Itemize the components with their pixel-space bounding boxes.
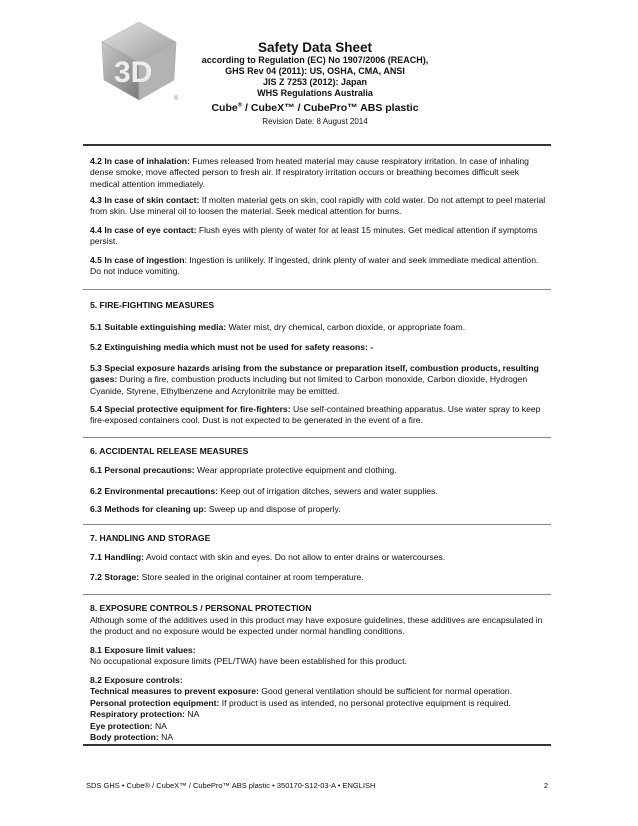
page-number: 2 xyxy=(543,781,548,790)
section-5-heading: 5. FIRE-FIGHTING MEASURES xyxy=(90,300,215,310)
regulation-line-3: JIS Z 7253 (2012): Japan xyxy=(262,77,368,87)
section-divider xyxy=(83,744,551,746)
section-8-intro: Although some of the additives used in this product may have exposure guidelines, these additives are encapsulated in the product and no exposure would be expected under normal handling conditions. xyxy=(90,615,543,637)
section-6-heading: 6. ACCIDENTAL RELEASE MEASURES xyxy=(90,446,249,456)
section-8-heading: 8. EXPOSURE CONTROLS / PERSONAL PROTECTION xyxy=(90,603,312,613)
section-6-3: 6.3 Methods for cleaning up: Sweep up and dispose of properly. xyxy=(90,504,341,514)
first-aid-skin: 4.3 In case of skin contact: If molten material gets on skin, cool rapidly with cold water. Do not attempt to peel material from skin. Use mineral oil to loosen the material. Seek medical attention for burns. xyxy=(90,195,546,217)
revision-date: Revision Date: 8 August 2014 xyxy=(262,117,368,126)
section-5-2: 5.2 Extinguishing media which must not be used for safety reasons: - xyxy=(90,342,374,352)
section-divider xyxy=(83,524,551,525)
section-7-1: 7.1 Handling: Avoid contact with skin and eyes. Do not allow to enter drains or watercourses. xyxy=(90,552,446,562)
section-6-1: 6.1 Personal precautions: Wear appropriate protective equipment and clothing. xyxy=(90,465,397,475)
section-8-1: 8.1 Exposure limit values: No occupational exposure limits (PEL/TWA) have been established for this product. xyxy=(90,645,407,667)
section-7-heading: 7. HANDLING AND STORAGE xyxy=(90,533,211,543)
section-6-2: 6.2 Environmental precautions: Keep out of irrigation ditches, sewers and water supplies. xyxy=(90,486,438,496)
document-title: Safety Data Sheet xyxy=(257,40,373,55)
page-footer xyxy=(86,781,548,790)
product-name: Cube® / CubeX™ / CubePro™ ABS plastic xyxy=(211,102,419,114)
section-5-4: 5.4 Special protective equipment for fire-fighters: Use self-contained breathing apparatus. Use water spray to keep fire-exposed containers cool. Dust is not expected to be generated in the event of a fire. xyxy=(90,404,541,426)
section-8-2: 8.2 Exposure controls: Technical measures to prevent exposure: Good general ventilation should be sufficient for normal operation. Personal protection equipment: If product is used as intended, no personal protective equipment is required. Respiratory protection: NA Eye protection: NA Body protection: NA xyxy=(90,675,512,743)
svg-text:®: ® xyxy=(174,96,179,102)
svg-text:3D: 3D xyxy=(114,56,153,89)
header-divider xyxy=(83,144,551,146)
first-aid-ingestion: 4.5 In case of ingestion: Ingestion is unlikely. If ingested, drink plenty of water and seek immediate medical attention. Do not induce vomiting. xyxy=(90,255,539,277)
regulation-line-4: WHS Regulations Australia xyxy=(257,88,373,98)
regulation-line-1: according to Regulation (EC) No 1907/2006 (REACH), xyxy=(201,55,429,65)
section-divider xyxy=(83,594,551,595)
regulation-line-2: GHS Rev 04 (2011): US, OSHA, CMA, ANSI xyxy=(225,66,405,76)
first-aid-inhalation: 4.2 In case of inhalation: Fumes released from heated material may cause respiratory irritation. In case of inhaling dense smoke, move affected person to fresh air. If respiratory irritation occurs or breathing becomes difficult seek medical attention immediately. xyxy=(90,156,529,189)
section-divider xyxy=(83,437,551,438)
section-7-2: 7.2 Storage: Store sealed in the original container at room temperature. xyxy=(90,572,364,582)
section-5-3: 5.3 Special exposure hazards arising from the substance or preparation itself, combustion products, resulting gases: During a fire, combustion products including but not limited to Carbon monoxide, Carbon dioxide, Hydrogen Cyanide, Styrene, Ethylbenzene and Acrylonitrile may be emitted. xyxy=(90,363,539,396)
section-divider xyxy=(83,289,551,290)
first-aid-eye: 4.4 In case of eye contact: Flush eyes with plenty of water for at least 15 minutes. Get medical attention if symptoms persist. xyxy=(90,225,538,247)
section-5-1: 5.1 Suitable extinguishing media: Water mist, dry chemical, carbon dioxide, or appropriate foam. xyxy=(90,322,466,332)
footer-text: SDS GHS • Cube® / CubeX™ / CubePro™ ABS plastic • 350170-S12-03-A • ENGLISH xyxy=(86,781,376,790)
3d-systems-logo xyxy=(96,18,182,104)
